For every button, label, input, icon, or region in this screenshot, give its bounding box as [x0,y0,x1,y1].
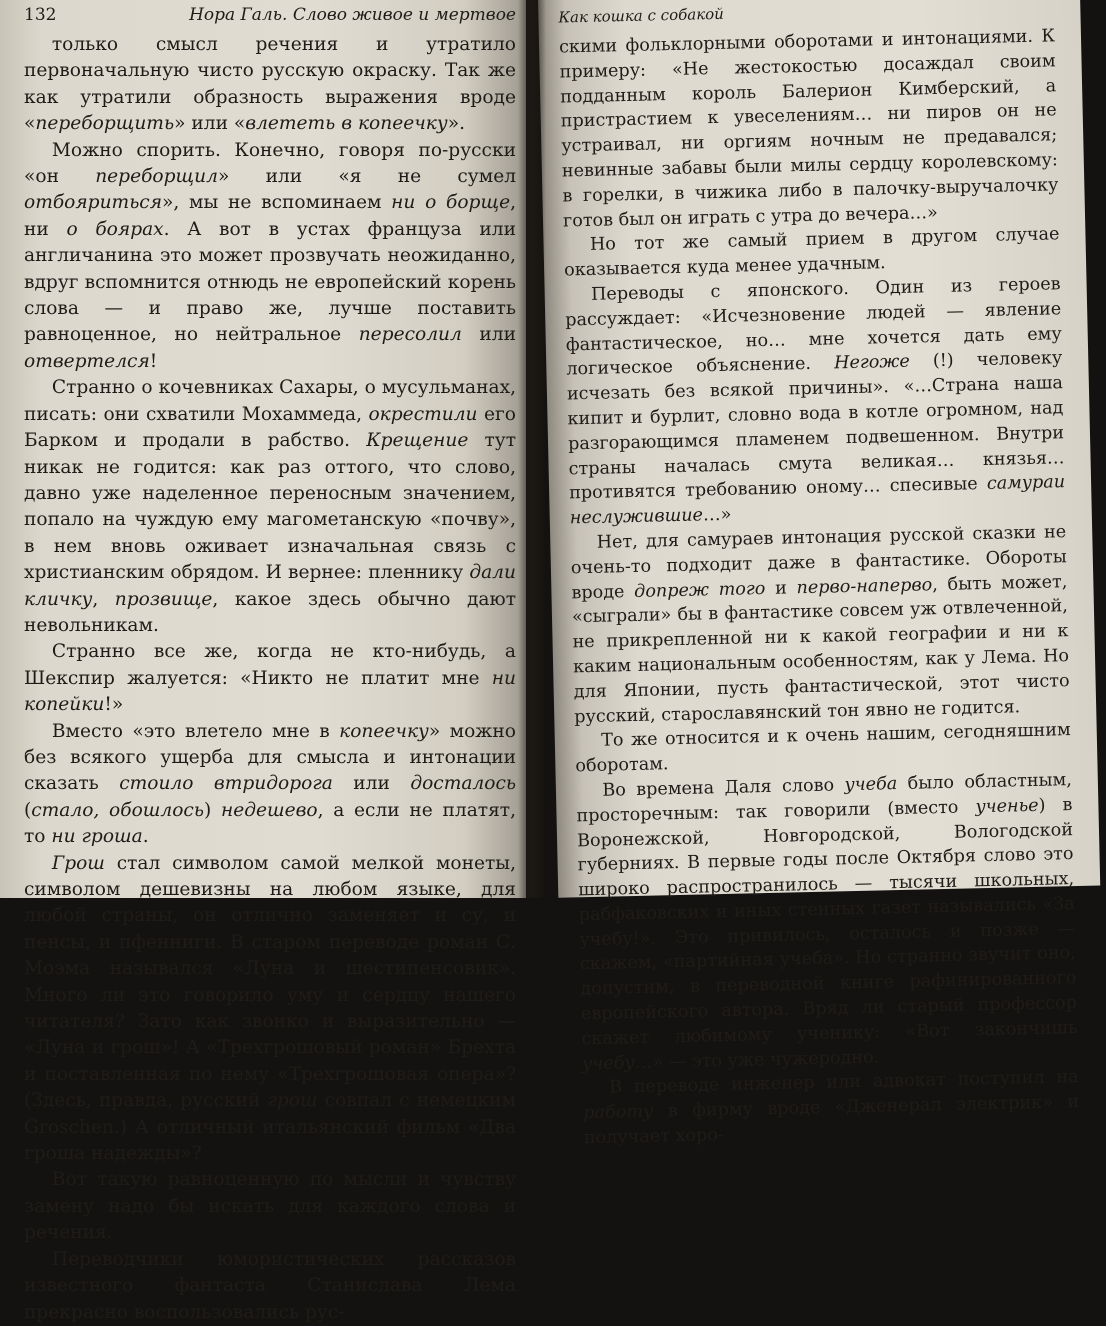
italic-run: перво-наперво [796,574,933,598]
text-run: …» [702,504,732,526]
text-run: В переводе инженер или адвокат поступил на [608,1067,1079,1099]
text-run: ! [149,350,158,372]
italic-run: окрестили [368,403,478,425]
italic-run: стоило втридорога [119,773,333,795]
text-run: тут никак не годится: как раз оттого, что слово, давно уже наделенное переносным значением, попало на чуждую ему магометанскую «почву», в нем вновь оживает изначальная связь с христианским обрядом. И вернее: пленнику [24,430,516,584]
text-run: То же относится и к очень нашим, сегодняшним оборотам. [575,720,1071,777]
text-run: Нет, для самураев интонация русской сказки не очень-то подходит даже в фантастике. Обороты вроде [570,522,1067,603]
text-run: , какое здесь обычно дают невольникам. [24,588,516,636]
text-run: Но тот же самый прием в другом случае оказывается куда менее удачным. [563,224,1060,281]
italic-run: ни гроша [51,826,143,848]
italic-run: грош [267,1090,318,1112]
text-run: совпал с немецким Groschen.) А отличный итальянский фильм «Два гроша надежды»? [24,1090,517,1165]
text-run: в фирму вроде «Дженерал электрик» и получает хоро- [583,1092,1080,1149]
italic-run: Крещение [366,430,469,452]
paragraph [24,851,516,1168]
paragraph [24,1167,516,1246]
italic-run: прозвище [114,588,213,610]
paragraph [24,375,516,639]
italic-run: переборщил [95,166,218,188]
paragraph [24,639,516,718]
text-run: его Барком и продали в рабство. [24,403,516,452]
paragraph [582,1065,1080,1151]
italic-run: о боярах [66,218,164,240]
text-run: или [332,773,411,795]
italic-run: дали кличку [24,562,516,610]
text-run: и [765,577,797,599]
text-run: » можно без всякого ущерба для смысла и интонации сказать [24,720,516,795]
paragraph [24,32,516,138]
italic-run: учеба [844,773,898,796]
italic-run: копеечку [339,720,429,742]
italic-run: самураи неслужившие [569,472,1066,529]
paragraph [559,24,1059,234]
italic-run: Грош [51,852,105,874]
paragraph [24,719,516,851]
italic-run: ни о борще [391,192,511,214]
text-run: (!) человеку исчезать без всякой причины». «…Страна наша кипит и бурлит, словно вода в котле огромном, над разгорающимся пламенем подвешенном. Внутри страны началась смута великая… князья… противятся требованию оному… спесивые [566,348,1065,504]
left-page [0,0,526,1323]
italic-run: пересолил [358,324,462,346]
text-run: , быть может, «сыграли» бы в фантастике совсем уж отвлеченной, не прикрепленной ни к какой географии и ни к каким национальным особенностям, как у Лема. Но для Японии, пусть фантастической, этот чисто русский, старославянский тон явно не годится. [571,571,1070,727]
text-run: Вместо «это влетело мне в [51,720,340,742]
text-run: только смысл речения и утратило первоначальную чисто русскую окраску. Так же как утратили образность выражения вроде « [24,34,516,135]
text-run: скими фольклорными оборотами и интонациями. К примеру: «Не жестокостью досаждал своим подданным король Балерион Кимберский, а пристрастием к увеселениям… ни пиров он не устраивал, ни оргиям ночным не предавался; невинные забавы были милы сердцу королевскому: в горелки, в чижика либо в палочку-выручалочку готов был он играть с утра до вечера…» [558,26,1059,232]
text-run: , [92,588,115,610]
text-run: Переводы с японского. Один из героев рассуждает: «Исчезновение людей — явление фантастическое, но… мне хочется дать ему логическое объяснение. [565,274,1062,380]
text-run: », мы не вспоминаем [162,192,392,214]
running-head-left: Нора Галь. Слово живое и мертвое [189,5,516,25]
running-head-right: Как кошка с собакой [558,4,725,27]
text-run: …» — это уже чужеродно. [634,1047,880,1073]
text-run: !» [104,694,124,716]
italic-run: ученье [975,795,1039,817]
text-run: Странно все же, когда не кто-нибудь, а Шекспир жалуется: «Никто не платит мне [24,641,516,689]
text-run: ( [24,799,32,821]
italic-run: досталось [410,773,516,795]
right-page-text [559,24,1080,1151]
text-run: , а если не платят, то [24,799,516,848]
text-run: Во времена Даля слово [602,775,845,801]
italic-run: переборщить [35,113,175,135]
italic-run: недешево [220,799,318,821]
right-page [538,0,1100,1149]
left-page-text [24,32,516,1326]
italic-run: влететь в копеечку [245,113,448,135]
text-run: , ни [24,192,516,240]
italic-run: отвертелся [24,350,150,372]
paragraph [576,768,1079,1077]
text-run: » или « [174,113,246,135]
italic-run: ни копейки [24,667,516,716]
text-run: Переводчики юмористических рассказов известного фантаста Станислава Лема прекрасно воспользовались рус- [24,1248,516,1323]
text-run: Можно спорить. Конечно, говоря по-русски «он [24,139,516,188]
text-run: » или «я не сумел [217,166,517,188]
left-page-header [24,2,516,32]
italic-run: стало, обошлось [31,799,204,821]
text-run: стал символом самой мелкой монеты, символом дешевизны на любом языке, для любой страны, он отлично заменяет и су, и пенсы, и пфенниги. В старом переводе роман С. Моэма назывался «Луна и шестипенсовик». Много ли это говорило уму и сердцу нашего читателя? Зато как звонко и выразительно — «Луна и грош»! А «Трехгрошовый роман» Брехта и поставленная по нему «Трехгрошовая опера»? (Здесь, правда, русский [24,852,516,1112]
text-run: ) [203,799,221,821]
italic-run: учебу [581,1052,635,1074]
paragraph [570,520,1070,730]
italic-run: Негоже [833,352,910,374]
italic-run: работу [583,1101,654,1124]
paragraph [564,272,1065,531]
text-run: было областным, просторечным: так говорили (вместо [576,769,1073,827]
italic-run: отбояриться [24,192,163,214]
text-run: . [142,826,149,848]
text-run: ». [447,113,465,135]
page-number: 132 [24,5,57,25]
text-run: Странно о кочевниках Сахары, о мусульманах, писать: они схватили Мохаммеда, [24,377,516,425]
italic-run: допреж того [633,578,766,602]
text-run: ) в Воронежской, Новгородской, Вологодской губерниях. В первые годы после Октября слово это широко распространилось — тысячи школьных, рабфаковских и иных стенных газет назывались «За учебу!». Это привилось, осталось и позже — скажем, «партийная учеба». Но странно звучит оно, допустим, в переводной книге рафинированного европейского автора. Вряд ли старый профессор скажет любимому ученику: «Вот закончишь [576,794,1078,1050]
text-run: Вот такую равноценную по мысли и чувству замену надо бы искать для каждого слова и речения. [24,1169,516,1244]
paragraph [24,138,516,376]
paragraph [24,1247,516,1326]
text-run: или [461,324,516,346]
text-run: . А вот в устах француза или англичанина это может прозвучать неожиданно, вдруг вспомнится отнюдь не европейский корень слова — и право же, лучше поставить равноценное, но нейтральное [24,218,516,346]
